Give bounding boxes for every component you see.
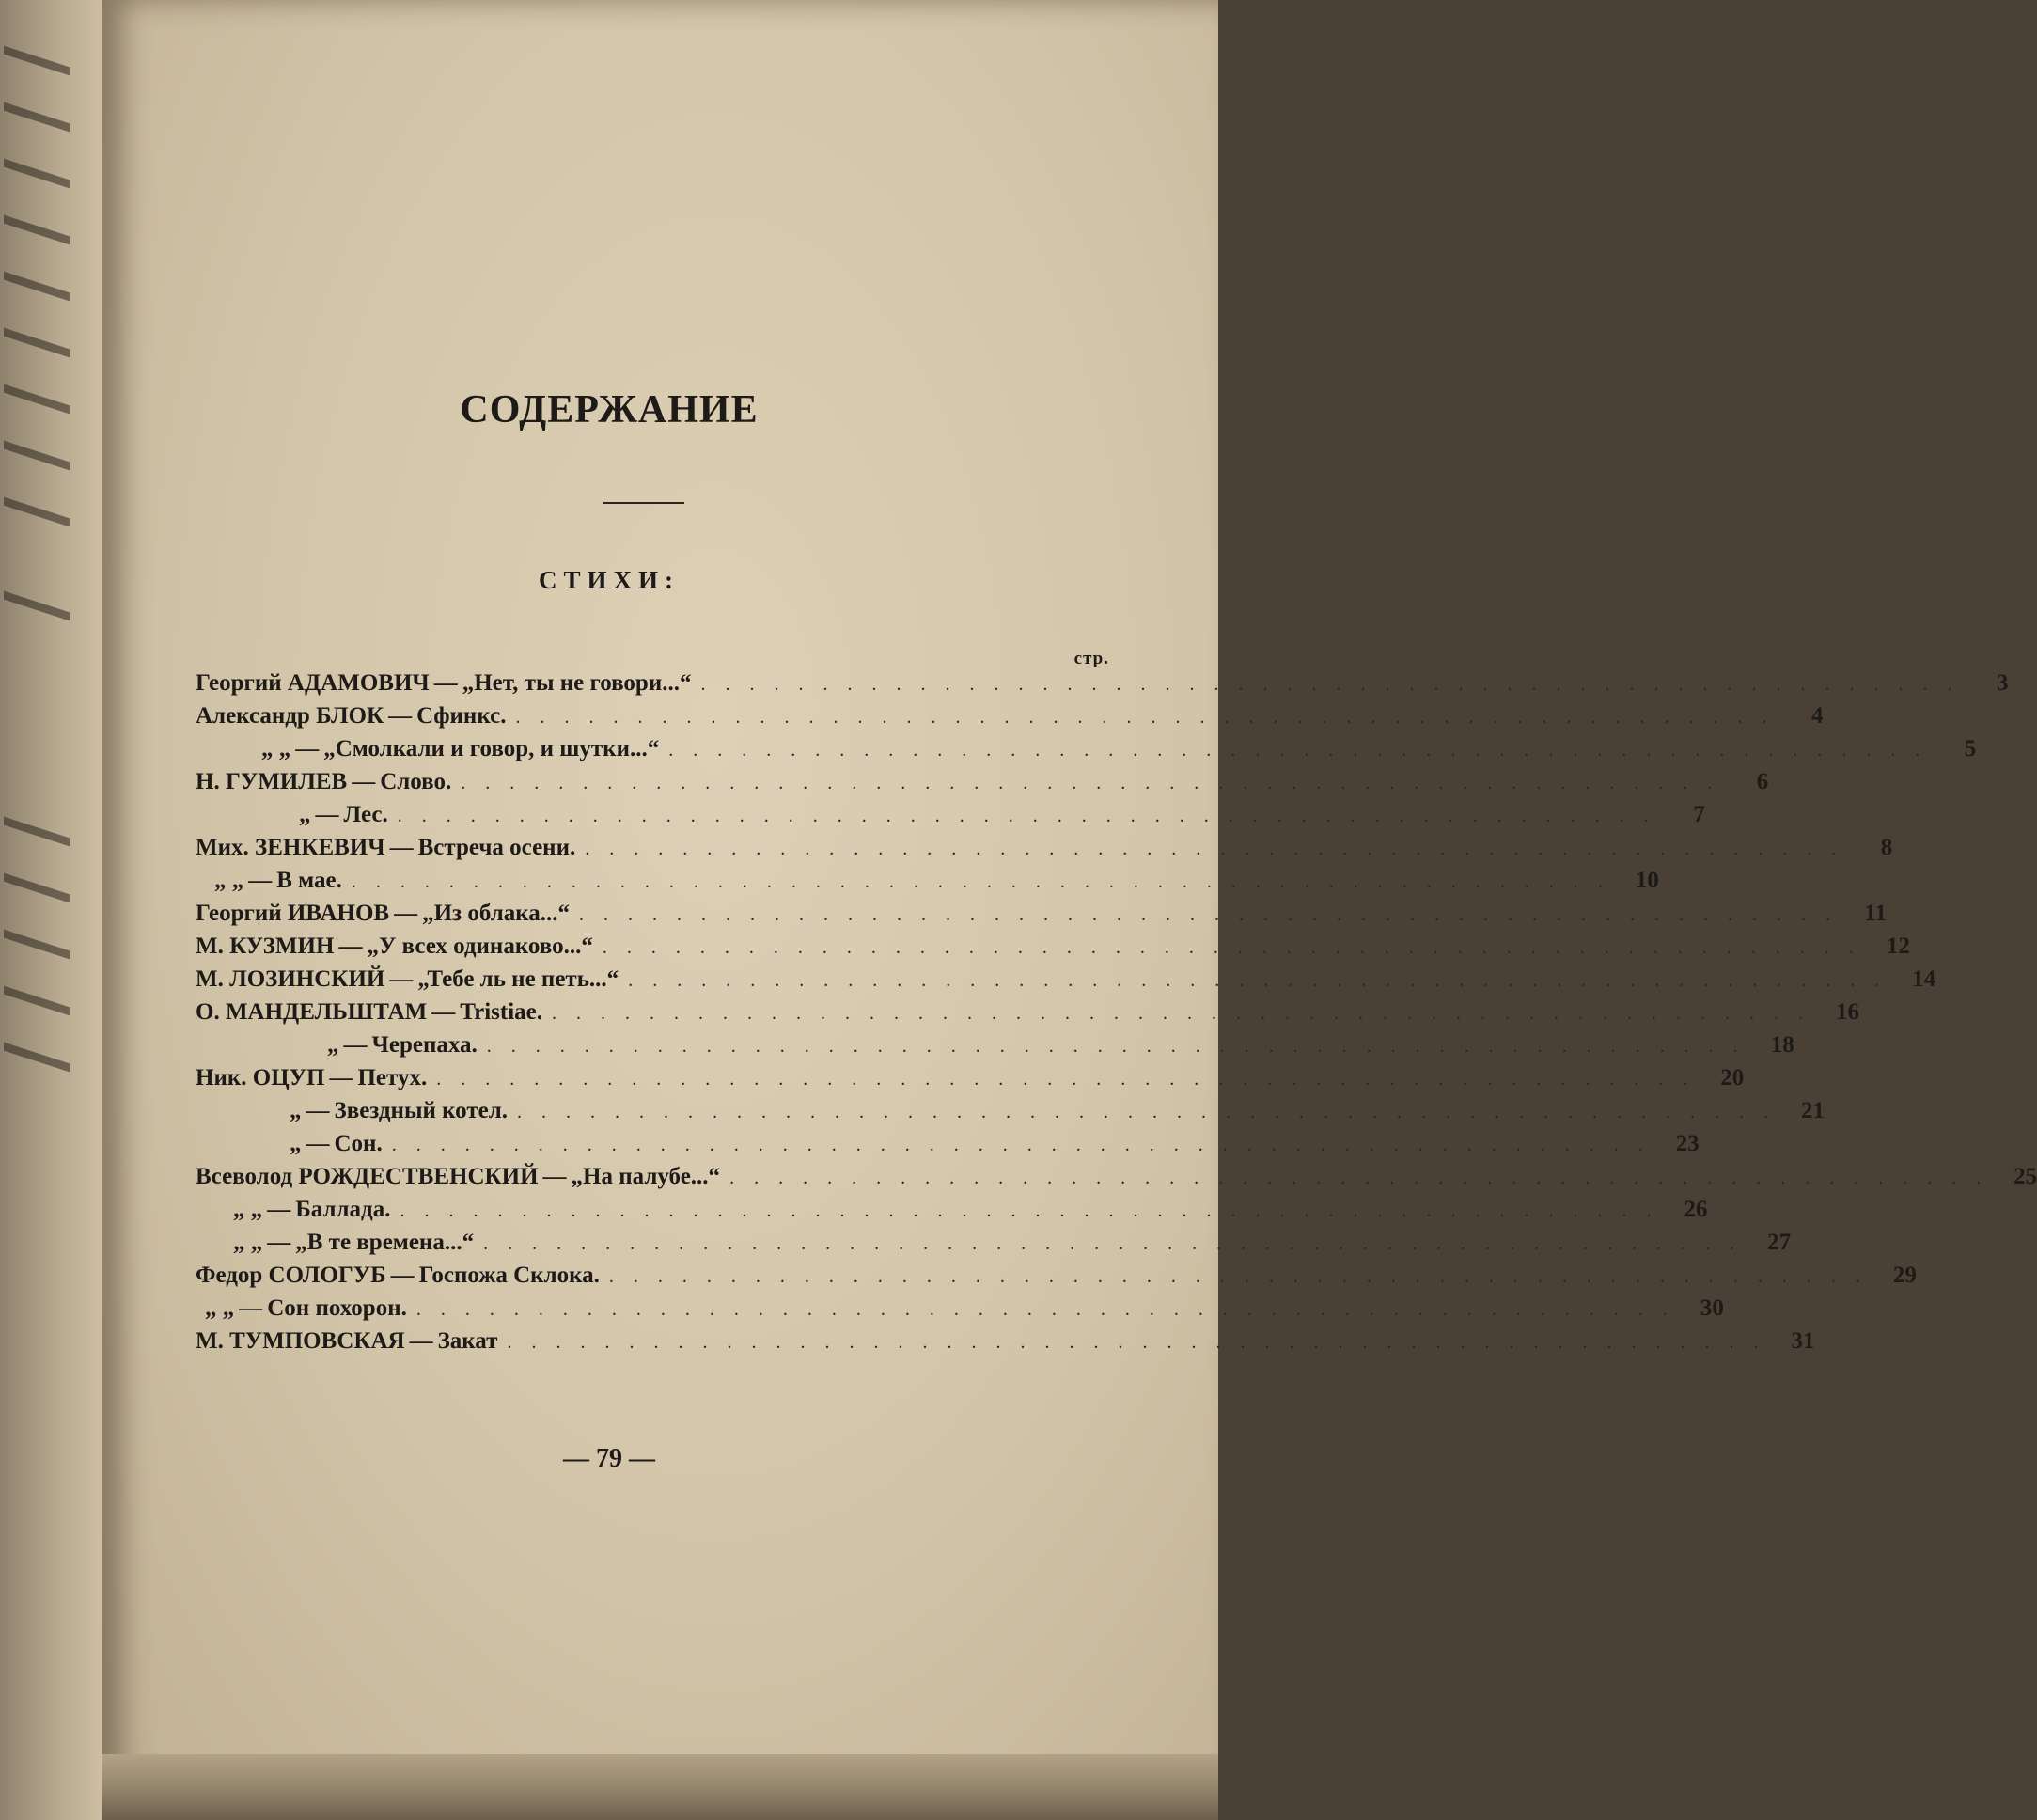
toc-entry: [196, 1131, 1700, 1164]
show-through-text: [4, 102, 70, 133]
toc-entry: [196, 670, 2009, 703]
toc-work-title: Слово.: [380, 769, 452, 794]
toc-work-title: „Из облака...“: [422, 901, 571, 926]
toc-dash: —: [352, 769, 376, 794]
title-rule: [603, 502, 684, 504]
dot-leader: . . . . . . . . . . . . . . . . . . . . . . . . . . . . . . . . . . . . . . . . . . . . . . . . . . . .: [608, 1266, 1868, 1287]
toc-dash: —: [306, 1131, 330, 1156]
toc-work-title: „На палубе...“: [571, 1164, 721, 1189]
toc-page-number: 26: [1684, 1197, 1708, 1222]
dot-leader: . . . . . . . . . . . . . . . . . . . . . . . . . . . . . . . . . . . . . . . . . . . . . . . . . . . .: [668, 740, 1928, 761]
toc-page-number: 20: [1720, 1065, 1745, 1090]
toc-author: О. МАНДЕЛЬШТАМ: [196, 999, 428, 1025]
toc-author: „: [299, 802, 311, 827]
toc-dash: —: [267, 1230, 291, 1255]
toc-dash: —: [394, 901, 418, 926]
toc-entry: [196, 703, 1824, 736]
toc-work-title: Лес.: [343, 802, 388, 827]
toc-author: „ „: [214, 868, 244, 893]
toc-dash: —: [295, 736, 320, 761]
toc-author: „ „: [261, 736, 291, 761]
toc-page-number: 12: [1886, 934, 1910, 959]
toc-work-title: Черепаха.: [371, 1032, 478, 1058]
toc-page-number: 18: [1770, 1032, 1794, 1058]
toc-dash: —: [338, 934, 363, 959]
dot-leader: . . . . . . . . . . . . . . . . . . . . . . . . . . . . . . . . . . . . . . . . . . . . . . . . . . . .: [602, 937, 1861, 958]
toc-page-number: 14: [1912, 966, 1936, 992]
toc-page-number: 10: [1635, 868, 1659, 893]
toc-work-title: Баллада.: [295, 1197, 391, 1222]
toc-work-title: Закат: [437, 1328, 498, 1354]
page-bottom-edge: [102, 1754, 1218, 1820]
toc-author: М. КУЗМИН: [196, 934, 335, 959]
toc-work-title: Встреча осени.: [417, 835, 576, 860]
show-through-text: [4, 591, 70, 621]
toc-entry: [196, 1328, 1815, 1361]
toc-author: М. ЛОЗИНСКИЙ: [196, 966, 385, 992]
dot-leader: . . . . . . . . . . . . . . . . . . . . . . . . . . . . . . . . . . . . . . . . . . . . . . . . . . . .: [397, 806, 1656, 826]
toc-page-number: 31: [1791, 1328, 1815, 1354]
toc-author: „: [290, 1098, 302, 1123]
toc-work-title: „Тебе ль не петь...“: [417, 966, 619, 992]
show-through-text: [4, 328, 70, 358]
toc-author: Георгий АДАМОВИЧ: [196, 670, 430, 696]
dot-leader: . . . . . . . . . . . . . . . . . . . . . . . . . . . . . . . . . . . . . . . . . . . . . . . . . . . .: [585, 839, 1844, 859]
dot-leader: . . . . . . . . . . . . . . . . . . . . . . . . . . . . . . . . . . . . . . . . . . . . . . . . . . . .: [517, 1102, 1777, 1122]
toc-entry: [196, 966, 1936, 999]
toc-entry: [196, 1295, 1724, 1328]
toc-work-title: Сфинкс.: [416, 703, 507, 729]
toc-entry: [196, 1197, 1708, 1230]
toc-entry: [196, 1164, 2037, 1197]
toc-dash: —: [542, 1164, 567, 1189]
toc-author: Александр БЛОК: [196, 703, 384, 729]
show-through-text: [4, 1043, 70, 1073]
toc-dash: —: [390, 1263, 415, 1288]
page-title: СОДЕРЖАНИЕ: [460, 388, 759, 431]
dot-leader: . . . . . . . . . . . . . . . . . . . . . . . . . . . . . . . . . . . . . . . . . . . . . . . . . . . .: [515, 707, 1775, 728]
toc-dash: —: [389, 835, 414, 860]
toc-author: Георгий ИВАНОВ: [196, 901, 390, 926]
toc-entry: [196, 999, 1859, 1032]
toc-work-title: Сон.: [334, 1131, 383, 1156]
page-number: — 79 —: [563, 1444, 655, 1473]
toc-dash: —: [409, 1328, 433, 1354]
dot-leader: . . . . . . . . . . . . . . . . . . . . . . . . . . . . . . . . . . . . . . . . . . . . . . . . . . . .: [700, 674, 1960, 695]
dot-leader: . . . . . . . . . . . . . . . . . . . . . . . . . . . . . . . . . . . . . . . . . . . . . . . . . . . .: [351, 871, 1610, 892]
toc-author: Мих. ЗЕНКЕВИЧ: [196, 835, 385, 860]
toc-entry: [196, 802, 1705, 835]
toc-page-number: 27: [1767, 1230, 1792, 1255]
toc-entry: [196, 1263, 1917, 1295]
toc-author: М. ТУМПОВСКАЯ: [196, 1328, 405, 1354]
toc-entry: [196, 868, 1659, 901]
toc-page-number: 11: [1864, 901, 1888, 926]
dot-leader: . . . . . . . . . . . . . . . . . . . . . . . . . . . . . . . . . . . . . . . . . . . . . . . . . . . .: [486, 1036, 1746, 1057]
toc-dash: —: [433, 670, 458, 696]
dot-leader: . . . . . . . . . . . . . . . . . . . . . . . . . . . . . . . . . . . . . . . . . . . . . . . . . . . .: [415, 1299, 1675, 1320]
section-heading: СТИХИ:: [539, 566, 680, 594]
dot-leader: . . . . . . . . . . . . . . . . . . . . . . . . . . . . . . . . . . . . . . . . . . . . . . . . . . . .: [507, 1332, 1766, 1353]
dot-leader: . . . . . . . . . . . . . . . . . . . . . . . . . . . . . . . . . . . . . . . . . . . . . . . . . . . .: [579, 904, 1839, 925]
toc-page-number: 5: [1964, 736, 1977, 761]
show-through-text: [4, 497, 70, 527]
toc-work-title: Звездный котел.: [334, 1098, 509, 1123]
toc-author: „ „: [233, 1197, 263, 1222]
toc-work-title: В мае.: [276, 868, 342, 893]
toc-page-number: 21: [1801, 1098, 1825, 1123]
toc-dash: —: [315, 802, 339, 827]
toc-page-number: 7: [1693, 802, 1705, 827]
toc-entry: [196, 1230, 1792, 1263]
show-through-text: [4, 986, 70, 1016]
toc-entry: [196, 1098, 1825, 1131]
dot-leader: . . . . . . . . . . . . . . . . . . . . . . . . . . . . . . . . . . . . . . . . . . . . . . . . . . . .: [391, 1135, 1651, 1155]
toc-work-title: Сон похорон.: [267, 1295, 407, 1321]
toc-dash: —: [248, 868, 273, 893]
toc-dash: —: [431, 999, 456, 1025]
show-through-text: [4, 272, 70, 302]
show-through-text: [4, 215, 70, 245]
dot-leader: . . . . . . . . . . . . . . . . . . . . . . . . . . . . . . . . . . . . . . . . . . . . . . . . . . . .: [552, 1003, 1810, 1024]
dot-leader: . . . . . . . . . . . . . . . . . . . . . . . . . . . . . . . . . . . . . . . . . . . . . . . . . . . .: [461, 773, 1720, 793]
show-through-text: [4, 159, 70, 189]
toc-page-number: 4: [1810, 703, 1824, 729]
show-through-text: [4, 930, 70, 960]
toc-page-number: 16: [1836, 999, 1859, 1025]
toc-author: Всеволод РОЖДЕСТВЕНСКИЙ: [196, 1164, 539, 1189]
toc-author: „ „: [205, 1295, 235, 1321]
dot-leader: . . . . . . . . . . . . . . . . . . . . . . . . . . . . . . . . . . . . . . . . . . . . . . . . . . . .: [400, 1200, 1659, 1221]
toc-page-number: 29: [1892, 1263, 1917, 1288]
dot-leader: . . . . . . . . . . . . . . . . . . . . . . . . . . . . . . . . . . . . . . . . . . . . . . . . . . . .: [483, 1233, 1743, 1254]
toc-page-number: 3: [1996, 670, 2009, 696]
toc-entry: [196, 835, 1893, 868]
toc-work-title: „У всех одинаково...“: [367, 934, 593, 959]
toc-author: „: [327, 1032, 339, 1058]
show-through-text: [4, 441, 70, 471]
toc-dash: —: [267, 1197, 291, 1222]
toc-entry: [196, 736, 1977, 769]
toc-work-title: „Смолкали и говор, и шутки...“: [323, 736, 660, 761]
toc-entry: [196, 1032, 1794, 1065]
toc-work-title: Госпожа Склока.: [418, 1263, 600, 1288]
toc-dash: —: [343, 1032, 368, 1058]
toc-dash: —: [306, 1098, 330, 1123]
toc-author: „ „: [233, 1230, 263, 1255]
show-through-text: [4, 46, 70, 76]
toc-entry: [196, 934, 1910, 966]
page-column-header: стр.: [1073, 649, 1109, 668]
toc-page-number: 25: [2013, 1164, 2037, 1189]
table-of-contents: [196, 670, 2037, 1361]
toc-dash: —: [329, 1065, 353, 1090]
toc-dash: —: [389, 966, 414, 992]
toc-entry: [196, 769, 1769, 802]
toc-author: „: [290, 1131, 302, 1156]
toc-dash: —: [239, 1295, 263, 1321]
dot-leader: . . . . . . . . . . . . . . . . . . . . . . . . . . . . . . . . . . . . . . . . . . . . . . . . . . . .: [436, 1069, 1696, 1090]
show-through-text: [4, 817, 70, 847]
toc-page-number: 23: [1675, 1131, 1700, 1156]
toc-author: Н. ГУМИЛЕВ: [196, 769, 348, 794]
toc-author: Федор СОЛОГУБ: [196, 1263, 386, 1288]
toc-work-title: „Нет, ты не говори...“: [462, 670, 692, 696]
toc-page-number: 6: [1756, 769, 1769, 794]
toc-work-title: „В те времена...“: [295, 1230, 475, 1255]
dot-leader: . . . . . . . . . . . . . . . . . . . . . . . . . . . . . . . . . . . . . . . . . . . . . . . . . . . .: [628, 970, 1888, 991]
toc-page-number: 30: [1700, 1295, 1724, 1321]
toc-work-title: Tristiae.: [460, 999, 542, 1025]
show-through-text: [4, 873, 70, 903]
toc-entry: [196, 901, 1888, 934]
toc-work-title: Петух.: [357, 1065, 428, 1090]
dot-leader: . . . . . . . . . . . . . . . . . . . . . . . . . . . . . . . . . . . . . . . . . . . . . . . . . . . .: [729, 1168, 1989, 1188]
toc-author: Ник. ОЦУП: [196, 1065, 325, 1090]
toc-page-number: 8: [1880, 835, 1893, 860]
toc-entry: [196, 1065, 1745, 1098]
toc-dash: —: [388, 703, 413, 729]
